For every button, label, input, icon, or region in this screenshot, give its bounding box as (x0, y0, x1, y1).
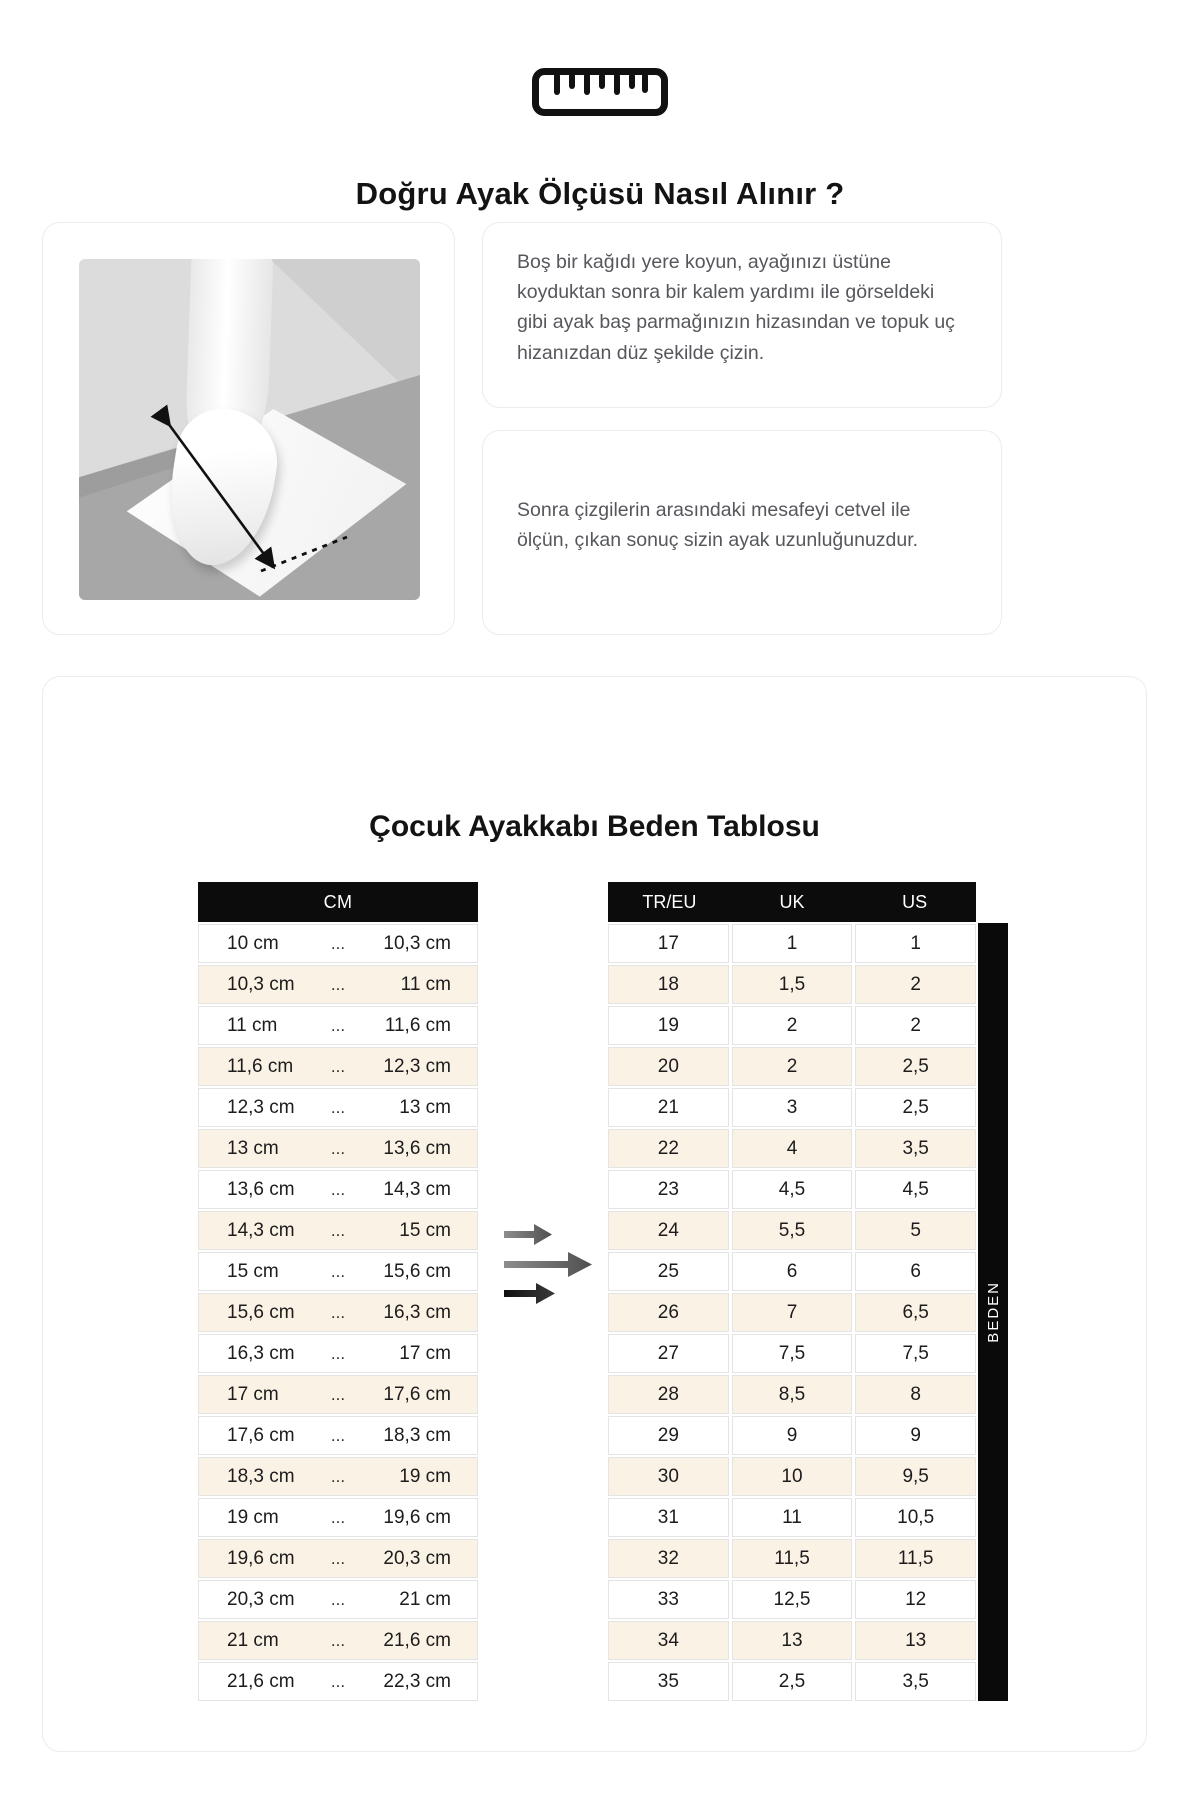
cm-range-row (198, 1539, 478, 1578)
cm-to-value: 18,3 cm (383, 1424, 451, 1446)
uk-value: 2,5 (732, 1662, 853, 1701)
cm-from-value: 21 cm (227, 1629, 279, 1651)
tr-eu-value: 33 (608, 1580, 729, 1619)
us-value: 13 (855, 1621, 976, 1660)
col-tr-eu: TR/EU (642, 891, 697, 912)
cm-to-value: 11,6 cm (384, 1014, 451, 1036)
range-dots: ... (330, 1466, 346, 1486)
cm-to-value: 13,6 cm (383, 1137, 451, 1159)
range-dots: ... (330, 1548, 346, 1568)
cm-from-value: 15 cm (227, 1260, 279, 1282)
size-row (608, 924, 976, 963)
size-row (608, 1252, 976, 1291)
foot-measurement-photo (79, 259, 420, 600)
cm-to-value: 22,3 cm (383, 1670, 451, 1692)
us-value: 2 (855, 965, 976, 1004)
cm-range-row (198, 1252, 478, 1291)
cm-to-value: 17,6 cm (383, 1383, 451, 1405)
tr-eu-value: 28 (608, 1375, 729, 1414)
range-dots: ... (330, 1015, 346, 1035)
size-row (608, 1539, 976, 1578)
cm-from-value: 20,3 cm (227, 1588, 295, 1610)
uk-value: 11 (732, 1498, 853, 1537)
size-row (608, 1498, 976, 1537)
uk-value: 8,5 (732, 1375, 853, 1414)
us-value: 9 (855, 1416, 976, 1455)
cm-table-header: CM (198, 882, 478, 922)
range-dots: ... (330, 974, 346, 994)
cm-to-value: 21,6 cm (383, 1629, 451, 1651)
cm-range-row (198, 1621, 478, 1660)
cm-range-row (198, 1129, 478, 1168)
range-dots: ... (330, 1671, 346, 1691)
size-row (608, 1621, 976, 1660)
tr-eu-value: 25 (608, 1252, 729, 1291)
cm-from-value: 17,6 cm (227, 1424, 295, 1446)
uk-value: 7,5 (732, 1334, 853, 1373)
us-value: 3,5 (855, 1662, 976, 1701)
cm-to-value: 15,6 cm (383, 1260, 451, 1282)
cm-range-row (198, 1580, 478, 1619)
range-dots: ... (330, 1261, 346, 1281)
us-value: 7,5 (855, 1334, 976, 1373)
uk-value: 5,5 (732, 1211, 853, 1250)
cm-to-value: 16,3 cm (383, 1301, 451, 1323)
beden-label: BEDEN (984, 1281, 1002, 1343)
uk-value: 11,5 (732, 1539, 853, 1578)
uk-value: 9 (732, 1416, 853, 1455)
cm-from-value: 11,6 cm (227, 1055, 294, 1077)
instruction-step2-text: Sonra çizgilerin arasındaki mesafeyi cetvel ile ölçün, çıkan sonuç sizin ayak uzunluğunuzdur. (517, 499, 919, 552)
cm-from-value: 21,6 cm (227, 1670, 295, 1692)
tr-eu-value: 17 (608, 924, 729, 963)
us-value: 12 (855, 1580, 976, 1619)
cm-range-row (198, 1498, 478, 1537)
range-dots: ... (330, 1056, 346, 1076)
range-dots: ... (330, 1138, 346, 1158)
uk-value: 1,5 (732, 965, 853, 1004)
cm-table (198, 882, 478, 1701)
instruction-step1-text: Boş bir kağıdı yere koyun, ayağınızı üstüne koyduktan sonra bir kalem yardımı ile görseldeki gibi ayak baş parmağınızın hizasından ve topuk uç hizanızdan düz şekilde çizin. (517, 251, 955, 364)
tr-eu-value: 20 (608, 1047, 729, 1086)
cm-range-row (198, 924, 478, 963)
cm-to-value: 19,6 cm (383, 1506, 451, 1528)
tr-eu-value: 27 (608, 1334, 729, 1373)
conversion-table-body (608, 924, 976, 1701)
size-chart-title: Çocuk Ayakkabı Beden Tablosu (369, 810, 820, 843)
cm-from-value: 13 cm (227, 1137, 279, 1159)
range-dots: ... (330, 1343, 346, 1363)
tr-eu-value: 32 (608, 1539, 729, 1578)
size-row (608, 1416, 976, 1455)
uk-value: 10 (732, 1457, 853, 1496)
size-row (608, 1457, 976, 1496)
size-row (608, 1293, 976, 1332)
cm-to-value: 19 cm (399, 1465, 451, 1487)
col-uk: UK (779, 891, 805, 912)
uk-value: 7 (732, 1293, 853, 1332)
cm-to-value: 10,3 cm (383, 932, 451, 954)
size-row (608, 1088, 976, 1127)
size-row (608, 1170, 976, 1209)
beden-sidebar (978, 923, 1008, 1701)
col-us: US (902, 891, 928, 912)
cm-range-row (198, 1211, 478, 1250)
cm-from-value: 15,6 cm (227, 1301, 295, 1323)
size-row (608, 1580, 976, 1619)
cm-to-value: 13 cm (399, 1096, 451, 1118)
tr-eu-value: 18 (608, 965, 729, 1004)
tr-eu-value: 34 (608, 1621, 729, 1660)
cm-range-row (198, 1662, 478, 1701)
measurement-photo-card (42, 222, 455, 635)
cm-range-row (198, 1416, 478, 1455)
range-dots: ... (330, 1302, 346, 1322)
us-value: 8 (855, 1375, 976, 1414)
cm-from-value: 17 cm (227, 1383, 279, 1405)
cm-range-row (198, 1170, 478, 1209)
cm-range-row (198, 1375, 478, 1414)
cm-from-value: 11 cm (227, 1014, 278, 1036)
cm-range-row (198, 1006, 478, 1045)
tr-eu-value: 24 (608, 1211, 729, 1250)
cm-to-value: 21 cm (399, 1588, 451, 1610)
range-dots: ... (330, 1220, 346, 1240)
uk-value: 12,5 (732, 1580, 853, 1619)
size-row (608, 1211, 976, 1250)
cm-range-row (198, 1457, 478, 1496)
conversion-table-header (608, 882, 976, 922)
size-row (608, 1006, 976, 1045)
cm-to-value: 11 cm (400, 973, 451, 995)
range-dots: ... (330, 1097, 346, 1117)
us-value: 9,5 (855, 1457, 976, 1496)
uk-value: 2 (732, 1047, 853, 1086)
size-row (608, 965, 976, 1004)
size-row (608, 1129, 976, 1168)
cm-from-value: 14,3 cm (227, 1219, 295, 1241)
cm-to-value: 14,3 cm (383, 1178, 451, 1200)
tr-eu-value: 19 (608, 1006, 729, 1045)
cm-table-body (198, 924, 478, 1701)
uk-value: 13 (732, 1621, 853, 1660)
cm-to-value: 12,3 cm (383, 1055, 451, 1077)
ruler-icon (0, 66, 1200, 118)
cm-from-value: 13,6 cm (227, 1178, 295, 1200)
us-value: 3,5 (855, 1129, 976, 1168)
instruction-step2-card (482, 430, 1002, 635)
uk-value: 2 (732, 1006, 853, 1045)
tr-eu-value: 31 (608, 1498, 729, 1537)
us-value: 2 (855, 1006, 976, 1045)
tr-eu-value: 22 (608, 1129, 729, 1168)
conversion-table (608, 882, 976, 1701)
range-dots: ... (330, 1507, 346, 1527)
range-dots: ... (330, 933, 346, 953)
cm-from-value: 19 cm (227, 1506, 279, 1528)
tr-eu-value: 21 (608, 1088, 729, 1127)
us-value: 5 (855, 1211, 976, 1250)
cm-range-row (198, 1293, 478, 1332)
range-dots: ... (330, 1630, 346, 1650)
size-row (608, 1375, 976, 1414)
cm-from-value: 10,3 cm (227, 973, 295, 995)
size-row (608, 1334, 976, 1373)
cm-range-row (198, 1334, 478, 1373)
us-value: 11,5 (855, 1539, 976, 1578)
cm-from-value: 12,3 cm (227, 1096, 295, 1118)
us-value: 4,5 (855, 1170, 976, 1209)
cm-range-row (198, 965, 478, 1004)
size-row (608, 1662, 976, 1701)
us-value: 10,5 (855, 1498, 976, 1537)
uk-value: 4,5 (732, 1170, 853, 1209)
us-value: 2,5 (855, 1088, 976, 1127)
cm-from-value: 10 cm (227, 932, 279, 954)
tr-eu-value: 26 (608, 1293, 729, 1332)
conversion-arrows-icon (502, 1220, 598, 1316)
tr-eu-value: 30 (608, 1457, 729, 1496)
cm-to-value: 15 cm (399, 1219, 451, 1241)
uk-value: 4 (732, 1129, 853, 1168)
uk-value: 6 (732, 1252, 853, 1291)
cm-from-value: 19,6 cm (227, 1547, 295, 1569)
range-dots: ... (330, 1425, 346, 1445)
uk-value: 3 (732, 1088, 853, 1127)
cm-range-row (198, 1047, 478, 1086)
tr-eu-value: 35 (608, 1662, 729, 1701)
measurement-arrow-overlay (79, 259, 420, 600)
cm-from-value: 16,3 cm (227, 1342, 295, 1364)
us-value: 6,5 (855, 1293, 976, 1332)
tr-eu-value: 23 (608, 1170, 729, 1209)
instruction-step1-card (482, 222, 1002, 408)
cm-range-row (198, 1088, 478, 1127)
uk-value: 1 (732, 924, 853, 963)
us-value: 1 (855, 924, 976, 963)
tr-eu-value: 29 (608, 1416, 729, 1455)
cm-from-value: 18,3 cm (227, 1465, 295, 1487)
cm-to-value: 20,3 cm (383, 1547, 451, 1569)
range-dots: ... (330, 1179, 346, 1199)
page-title: Doğru Ayak Ölçüsü Nasıl Alınır ? (355, 176, 845, 211)
size-row (608, 1047, 976, 1086)
us-value: 6 (855, 1252, 976, 1291)
cm-to-value: 17 cm (399, 1342, 451, 1364)
us-value: 2,5 (855, 1047, 976, 1086)
range-dots: ... (330, 1589, 346, 1609)
range-dots: ... (330, 1384, 346, 1404)
